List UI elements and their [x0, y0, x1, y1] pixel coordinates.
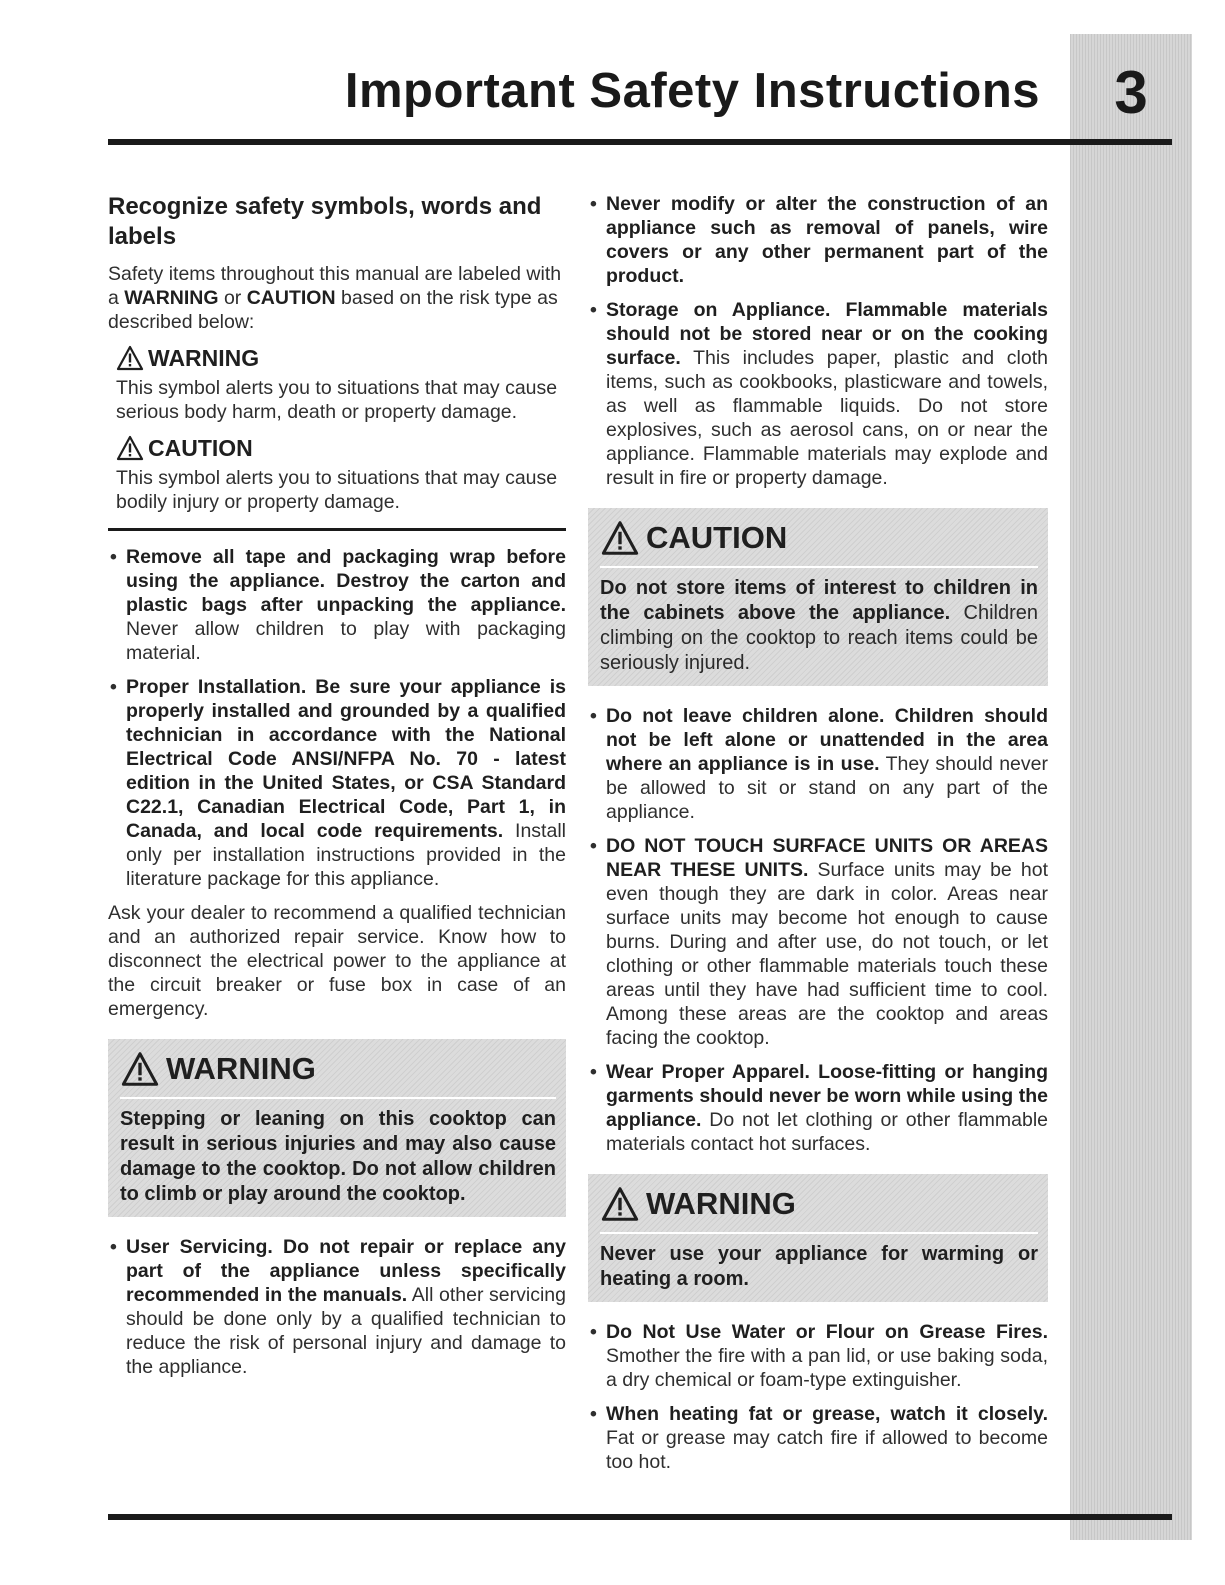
warning-triangle-icon — [120, 1051, 160, 1087]
dealer-paragraph: Ask your dealer to recommend a qualified technician and an authorized repair service. Know how to disconnect the electrical power to the appliance at the circuit breaker or fuse box in case of an emergency. — [108, 902, 566, 1020]
list-item-bold: User Servicing. Do not repair or replace any part of the appliance unless specifically recommended in the manuals. — [126, 1236, 566, 1306]
right-bullet-list-3 — [588, 1320, 1048, 1474]
callout-text — [600, 576, 1038, 676]
page-title: Important Safety Instructions — [344, 64, 1040, 118]
list-item — [108, 675, 566, 891]
callout-heading — [600, 1186, 1038, 1222]
list-item — [588, 1060, 1048, 1156]
callout-heading — [120, 1051, 556, 1087]
warning-symbol-heading — [116, 342, 566, 374]
section-divider — [108, 528, 566, 531]
list-item-bold: Wear Proper Apparel. Loose-fitting or hanging garments should never be worn while using the appliance. — [606, 1061, 1048, 1131]
title-rule — [108, 139, 1172, 145]
list-item — [588, 834, 1048, 1050]
list-item — [588, 1402, 1048, 1474]
bullet-glyph: • — [590, 1403, 597, 1425]
warning-triangle-icon — [116, 435, 144, 461]
warning-triangle-icon — [600, 520, 640, 556]
caution-symbol-description: This symbol alerts you to situations that may cause bodily injury or property damage. — [116, 467, 558, 513]
intro-caution-word: CAUTION — [246, 287, 336, 309]
list-item — [108, 545, 566, 665]
bullet-glyph: • — [590, 1061, 597, 1083]
warning-triangle-icon — [116, 345, 144, 371]
warning-callout — [588, 1174, 1048, 1302]
callout-divider — [600, 1232, 1038, 1234]
bullet-glyph: • — [590, 193, 597, 215]
right-bullet-list-1 — [588, 192, 1048, 490]
callout-divider — [600, 566, 1038, 568]
list-item-text: Surface units may be hot even though they are dark in color. Areas near surface units may become hot enough to cause burns. During and after use, do not touch, or let clothing or other flammable materials touch these areas until they have had sufficient time to cool. Among these areas are the cooktop and areas facing the cooktop. — [606, 859, 1048, 1049]
list-item-text: Smother the fire with a pan lid, or use baking soda, a dry chemical or foam-type extinguisher. — [606, 1345, 1048, 1391]
warning-symbol-description: This symbol alerts you to situations that may cause serious body harm, death or property damage. — [116, 377, 558, 423]
list-item-text: Never allow children to play with packaging material. — [126, 618, 566, 664]
intro-text-pre: Safety items throughout this manual are labeled with a — [108, 263, 562, 309]
list-item — [588, 192, 1048, 288]
bullet-glyph: • — [590, 299, 597, 321]
list-item — [588, 298, 1048, 490]
callout-bold-text: Do not store items of interest to children in the cabinets above the appliance. — [600, 577, 1038, 624]
callout-bold-text: Never use your appliance for warming or heating a room. — [600, 1243, 1038, 1290]
caution-symbol-label: CAUTION — [148, 435, 253, 461]
intro-or-word: or — [223, 287, 242, 309]
right-column — [588, 192, 1048, 1484]
section-heading: Recognize safety symbols, words and labels — [108, 193, 542, 250]
bullet-glyph: • — [590, 835, 597, 857]
list-item-bold: Remove all tape and packaging wrap before using the appliance. Destroy the carton and plastic bags after unpacking the appliance. — [126, 546, 566, 616]
caution-callout — [588, 508, 1048, 686]
list-item — [108, 1235, 566, 1379]
callout-label: CAUTION — [646, 520, 788, 555]
bullet-glyph: • — [110, 546, 117, 568]
bullet-glyph: • — [590, 705, 597, 727]
warning-triangle-icon — [600, 1186, 640, 1222]
list-item-bold: Proper Installation. Be sure your appliance is properly installed and grounded by a qualified technician in accordance with the National Electrical Code ANSI/NFPA No. 70 - latest edition in the United States, or CSA Standard C22.1, Canadian Electrical Code, Part 1, in Canada, and local code requirements. — [126, 676, 566, 842]
right-bullet-list-2 — [588, 704, 1048, 1156]
list-item-bold: Storage on Appliance. Flammable materials should not be stored near or on the cooking surface. — [606, 299, 1048, 369]
callout-label: WARNING — [166, 1051, 316, 1086]
list-item-bold: Do not leave children alone. Children should not be left alone or unattended in the area where an appliance is in use. — [606, 705, 1048, 775]
list-item-text: Do not let clothing or other flammable materials contact hot surfaces. — [606, 1109, 1048, 1155]
chapter-side-tab — [1070, 34, 1192, 1540]
bullet-glyph: • — [110, 1236, 117, 1258]
callout-heading — [600, 520, 1038, 556]
intro-paragraph — [108, 262, 566, 334]
list-item-bold: When heating fat or grease, watch it closely. — [606, 1403, 1048, 1425]
left-bullet-list-1 — [108, 545, 566, 891]
left-column — [108, 192, 566, 1389]
callout-text — [600, 1242, 1038, 1292]
callout-plain-text: Children climbing on the cooktop to reach items could be seriously injured. — [600, 602, 1039, 674]
list-item — [588, 704, 1048, 824]
callout-text — [120, 1107, 556, 1207]
intro-text-post: based on the risk type as described below: — [108, 287, 558, 333]
chapter-number: 3 — [1114, 59, 1148, 126]
list-item-text: All other servicing should be done only by a qualified technician to reduce the risk of personal injury and damage to the appliance. — [126, 1284, 566, 1378]
list-item-bold: Do Not Use Water or Flour on Grease Fires. — [606, 1321, 1048, 1343]
caution-symbol-heading — [116, 432, 566, 464]
intro-warning-word: WARNING — [124, 287, 219, 309]
list-item-bold: Never modify or alter the construction of an appliance such as removal of panels, wire covers or any other permanent part of the product. — [606, 193, 1048, 287]
list-item-text: This includes paper, plastic and cloth items, such as cookbooks, plasticware and towels, as well as flammable liquids. Do not store explosives, such as aerosol cans, on or near the appliance. Flammable materials may explode and result in fire or property damage. — [606, 347, 1048, 489]
list-item-bold: DO NOT TOUCH SURFACE UNITS OR AREAS NEAR THESE UNITS. — [606, 835, 1048, 881]
bullet-glyph: • — [590, 1321, 597, 1343]
list-item-text: They should never be allowed to sit or stand on any part of the appliance. — [606, 753, 1048, 823]
bottom-rule — [108, 1514, 1172, 1520]
callout-bold-text: Stepping or leaning on this cooktop can result in serious injuries and may also cause damage to the cooktop. Do not allow children to climb or play around the cooktop. — [120, 1108, 556, 1205]
list-item — [588, 1320, 1048, 1392]
callout-label: WARNING — [646, 1186, 796, 1221]
bullet-glyph: • — [110, 676, 117, 698]
left-bullet-list-2 — [108, 1235, 566, 1379]
callout-divider — [120, 1097, 556, 1099]
warning-callout — [108, 1039, 566, 1217]
list-item-text: Install only per installation instructions provided in the literature package for this appliance. — [126, 820, 566, 890]
list-item-text: Fat or grease may catch fire if allowed to become too hot. — [606, 1427, 1048, 1473]
warning-symbol-label: WARNING — [148, 345, 260, 371]
